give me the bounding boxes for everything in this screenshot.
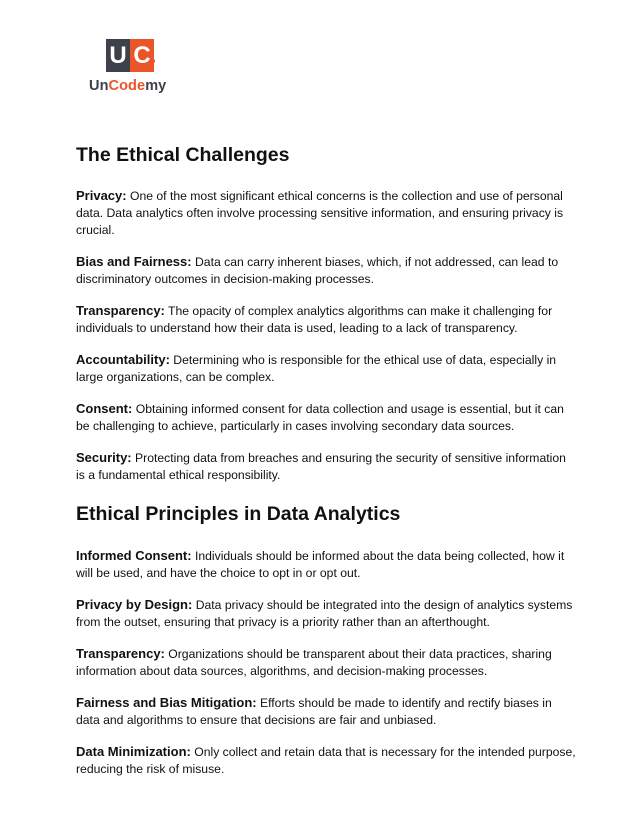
paragraph-fairness-bias-mitigation	[76, 694, 576, 729]
paragraph-bias-fairness	[76, 253, 576, 288]
text-accountability: Determining who is responsible for the ethical use of data, especially in large organizations, can be complex.	[76, 353, 557, 384]
text-transparency-principle: Organizations should be transparent about their data practices, sharing information about data sources, algorithms, and decision-making processes.	[76, 647, 552, 678]
term-privacy: Privacy:	[76, 188, 127, 203]
text-data-minimization: Only collect and retain data that is necessary for the intended purpose, reducing the risk of misuse.	[76, 745, 576, 776]
paragraph-accountability	[76, 351, 576, 386]
term-security: Security:	[76, 450, 132, 465]
paragraph-consent	[76, 400, 576, 435]
paragraph-privacy-by-design	[76, 596, 576, 631]
logo-mark	[106, 39, 179, 72]
logo-word-code: Code	[108, 78, 146, 94]
paragraph-security	[76, 449, 576, 484]
text-privacy-by-design: Data privacy should be integrated into the design of analytics systems from the outset, ensuring that privacy is a priority rather than an afterthought.	[76, 598, 573, 629]
logo-wordmark	[89, 78, 179, 94]
text-security: Protecting data from breaches and ensuring the security of sensitive information is a fundamental ethical responsibility.	[76, 451, 566, 482]
logo-letter-u: U	[106, 39, 130, 72]
paragraph-privacy	[76, 187, 576, 239]
term-bias-fairness: Bias and Fairness:	[76, 254, 192, 269]
term-privacy-by-design: Privacy by Design:	[76, 597, 193, 612]
paragraph-transparency-principle	[76, 645, 576, 680]
term-consent: Consent:	[76, 401, 133, 416]
document-body	[76, 143, 576, 778]
section-title-ethical-challenges: The Ethical Challenges	[76, 144, 290, 166]
text-privacy: One of the most significant ethical concerns is the collection and use of personal data. Data analytics often involve processing sensitive information, and ensuring privacy is crucial.	[76, 189, 564, 237]
term-data-minimization: Data Minimization:	[76, 744, 191, 759]
logo-word-un: Un	[89, 78, 109, 94]
paragraph-data-minimization	[76, 743, 576, 778]
text-informed-consent: Individuals should be informed about the data being collected, how it will be used, and have the choice to opt in or opt out.	[76, 549, 565, 580]
logo-letter-c: C	[130, 39, 154, 72]
section-title-ethical-principles: Ethical Principles in Data Analytics	[76, 503, 401, 525]
uncodemy-logo	[89, 39, 179, 99]
text-fairness-bias-mitigation: Efforts should be made to identify and rectify biases in data and algorithms to ensure that decisions are fair and unbiased.	[76, 696, 552, 727]
term-accountability: Accountability:	[76, 352, 170, 367]
term-informed-consent: Informed Consent:	[76, 548, 192, 563]
term-fairness-bias-mitigation: Fairness and Bias Mitigation:	[76, 695, 257, 710]
text-bias-fairness: Data can carry inherent biases, which, if not addressed, can lead to discriminatory outcomes in decision-making processes.	[76, 255, 559, 286]
term-transparency-principle: Transparency:	[76, 646, 165, 661]
paragraph-informed-consent	[76, 547, 576, 582]
text-transparency: The opacity of complex analytics algorithms can make it challenging for individuals to understand how their data is used, leading to a lack of transparency.	[76, 304, 553, 335]
logo-word-my: my	[145, 78, 167, 94]
paragraph-transparency	[76, 302, 576, 337]
term-transparency: Transparency:	[76, 303, 165, 318]
text-consent: Obtaining informed consent for data collection and usage is essential, but it can be challenging to achieve, particularly in cases involving secondary data sources.	[76, 402, 564, 433]
